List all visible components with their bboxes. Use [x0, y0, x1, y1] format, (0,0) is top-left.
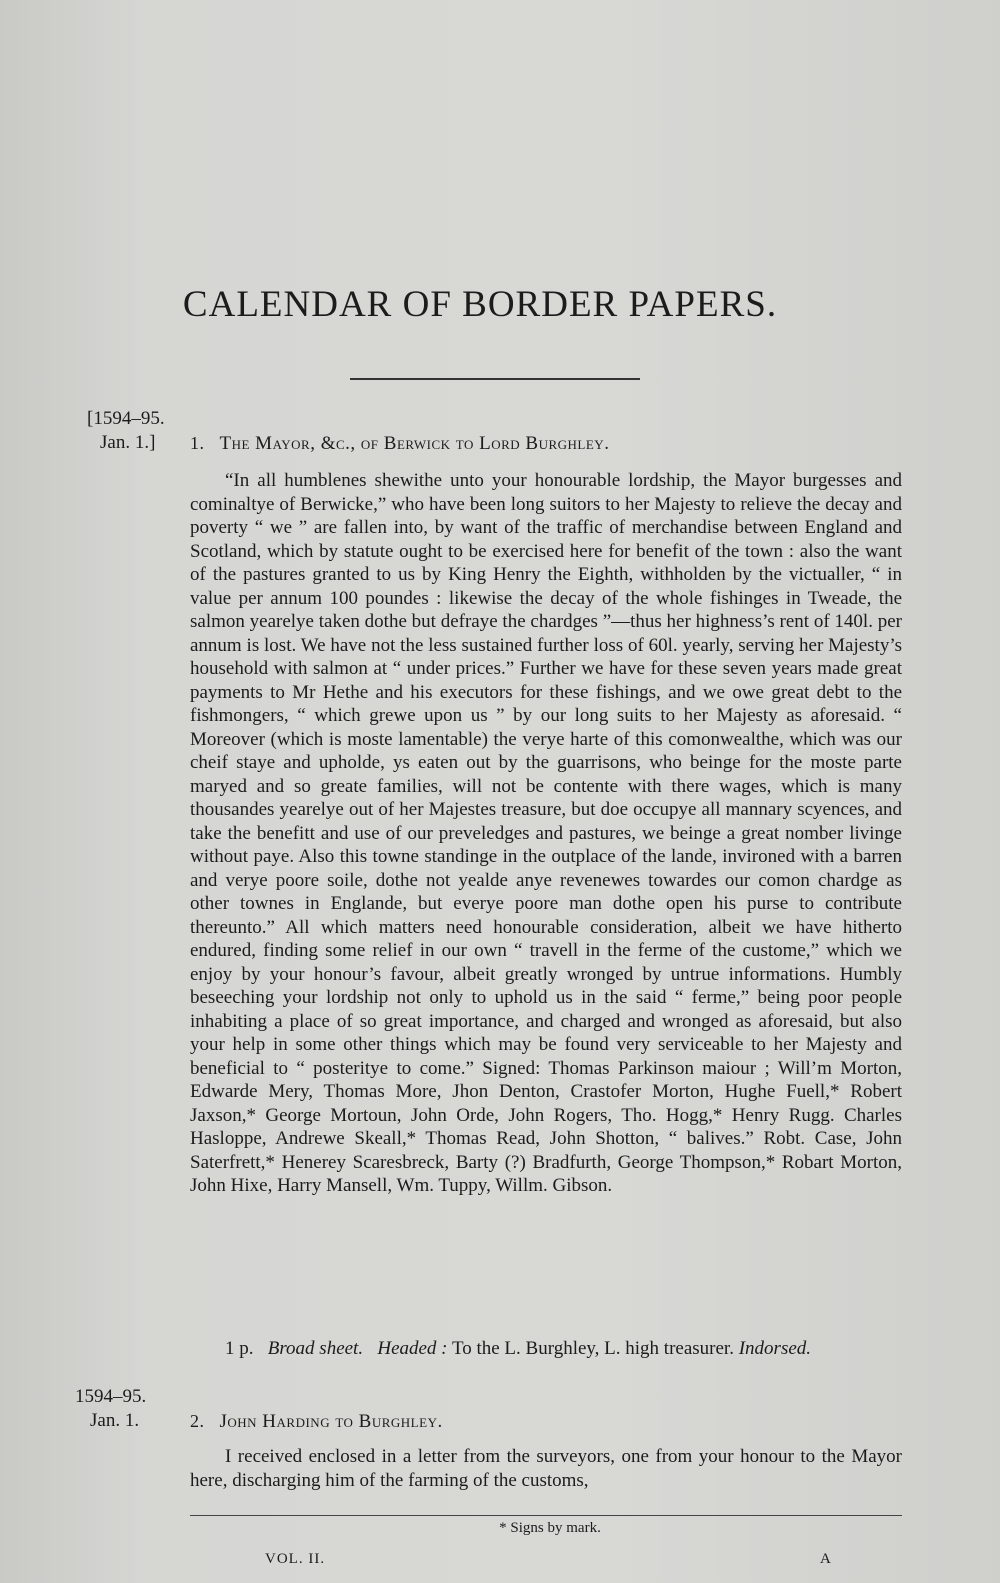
volume-label: VOL. II. [265, 1551, 326, 1567]
entry2-date-year: 1594–95. [75, 1386, 147, 1407]
signature-mark: A [820, 1551, 831, 1567]
entry2-body: I received enclosed in a letter from the surveyors, one from your honour to the Mayor here, discharging him of the farming of the customs, [190, 1446, 902, 1491]
entry1-number: 1. [190, 433, 205, 453]
entry1-heading [190, 433, 609, 455]
entry2-heading-text: John Harding to Burghley. [219, 1411, 443, 1432]
entry1-body: “In all humblenes shewithe unto your honourable lordship, the Mayor burgesses and cominaltye of Berwicke,” who have been long suitors to her Majesty to relieve the decay and poverty “ we ” are fallen into, by want of the traffic of merchandise between England and Scotland, which by statute ought to be exercised here for benefit of the town : also the want of the pastures granted to us by King Henry the Eighth, withholden by the victualler, “ in value per annum 100 poundes : likewise the decay of the whole fishinges in Tweade, the salmon yearelye taken dothe but defraye the chardges ”—thus her highness’s rent of 140l. per annum is lost. We have not the less sustained further loss of 60l. yearly, serving her Majesty’s household with salmon at “ under prices.” Further we have for these seven years made great payments to Mr Hethe and his executors for these fishings, and we owe great debt to the fishmongers, “ which grewe upon us ” by our long suits to her Majesty as aforesaid. “ Moreover (which is moste lamentable) the verye harte of this comonwealthe, which was our cheif staye and upholde, ys eaten out by the guarrisons, who beinge for the moste parte maryed and so greate families, will not be contente with there wages, which is many thousandes yearelye out of her Majestes treasure, but doe occupye all mannary scyences, and take the benefitt and use of our preveledges and pastures, we beinge a great nomber livinge without paye. Also this towne standinge in the outplace of the lande, invironed with a barren and verye poore soile, dothe not yealde anye revenewes towardes our comon chardge as other townes in Englande, but everye poore man dothe open his purse to contribute thereunto.” All which matters need honourable consideration, albeit we have hitherto endured, finding some relief in our own “ travell in the ferme of the custome,” which we enjoy by your honour’s favour, albeit greatly wronged by untrue informations. Humbly beseeching your lordship not only to uphold us in the said “ ferme,” being poor people inhabiting a place of so great importance, and charged and wronged as aforesaid, but also your help in some other things which may be found very serviceable to her Majesty and beneficial to “ posteritye to come.” Signed: Thomas Parkinson maiour ; Will’m Morton, Edwarde Mery, Thomas More, Jhon Denton, Crastofer Morton, Hughe Fuell,* Robert Jaxson,* George Mortoun, John Orde, John Rogers, Tho. Hogg,* Henry Rugg. Charles Hasloppe, Andrewe Skeall,* Thomas Read, John Shotton, “ balives.” Robt. Case, John Saterfrett,* Henerey Scaresbreck, Barty (?) Bradfurth, George Thompson,* Robart Morton, John Hixe, Harry Mansell, Wm. Tuppy, Willm. Gibson. [190, 470, 902, 1196]
note-sheet: Broad sheet. [267, 1338, 364, 1359]
title-rule [350, 378, 640, 380]
note-headed-text: To the L. Burghley, L. high treasurer. [451, 1338, 734, 1359]
footnote: * Signs by mark. [499, 1520, 601, 1536]
entry1-heading-text: The Mayor, &c., of Berwick to Lord Burghley. [219, 433, 610, 454]
entry2-heading [190, 1411, 443, 1433]
note-headed-label: Headed : [377, 1338, 448, 1359]
page-title: CALENDAR OF BORDER PAPERS. [182, 284, 778, 325]
entry1-date-year: [1594–95. [87, 408, 165, 429]
entry1-note [190, 1337, 902, 1361]
note-indorsed: Indorsed. [738, 1338, 812, 1359]
entry1-date-day: Jan. 1.] [100, 432, 156, 453]
entry2-number: 2. [190, 1411, 205, 1431]
note-pages: 1 p. [225, 1338, 254, 1359]
footnote-rule [190, 1515, 902, 1516]
entry2-date-day: Jan. 1. [90, 1410, 140, 1431]
